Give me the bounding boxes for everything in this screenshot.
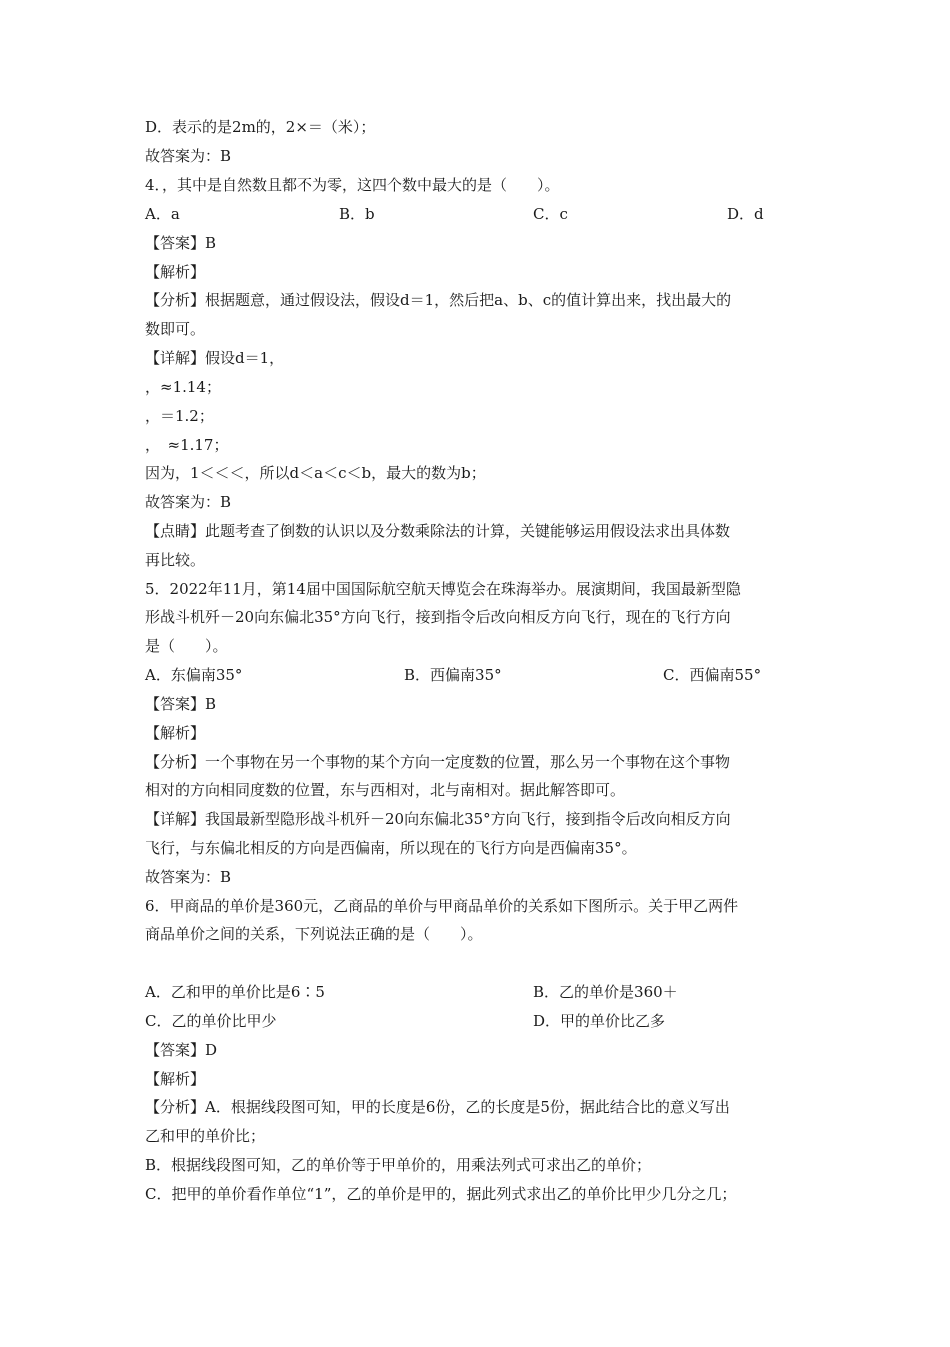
q5-option-a: A．东偏南35° [145,666,243,684]
q4-option-d: D．d [727,205,764,223]
q4-analysis-line-1: 【分析】根据题意，通过假设法，假设d＝1，然后把a、b、c的值计算出来，找出最大的 [145,291,732,309]
q6-option-c: C．乙的单价比甲少 [145,1012,277,1030]
q5-question-line-2: 形战斗机歼－20向东偏北35°方向飞行，接到指令后改向相反方向飞行，现在的飞行方向 [145,608,731,626]
q4-question: 4．，其中是自然数且都不为零，这四个数中最大的是（ ）。 [145,176,560,194]
q6-answer: 【答案】D [145,1041,218,1059]
q5-analysis-heading: 【解析】 [145,724,206,742]
q4-detail-line-3: ，＝1.2； [145,407,214,425]
q4-analysis-heading: 【解析】 [145,263,206,281]
q6-analysis-line-3: B．根据线段图可知，乙的单价等于甲单价的，用乘法列式可求出乙的单价； [145,1156,652,1174]
q4-comment-line-1: 【点睛】此题考查了倒数的认识以及分数乘除法的计算，关键能够运用假设法求出具体数 [145,522,731,540]
q4-option-c: C．c [533,205,568,223]
q4-detail-line-2: ，≈1.14； [145,378,221,396]
q3-answer-line: 故答案为：B [145,147,232,165]
q4-comment-line-2: 再比较。 [145,551,206,569]
q5-detail-line-1: 【详解】我国最新型隐形战斗机歼－20向东偏北35°方向飞行，接到指令后改向相反方向 [145,810,731,828]
q6-question-line-2: 商品单价之间的关系，下列说法正确的是（ ）。 [145,925,483,943]
q5-question-line-1: 5．2022年11月，第14届中国国际航空航天博览会在珠海举办。展演期间，我国最新型隐 [145,580,741,598]
q6-analysis-heading: 【解析】 [145,1070,206,1088]
q4-detail-line-4: ， ≈1.17； [145,436,229,454]
q4-analysis-line-2: 数即可。 [145,320,206,338]
q6-option-b: B．乙的单价是360＋ [533,983,678,1001]
q6-question-line-1: 6．甲商品的单价是360元，乙商品的单价与甲商品单价的关系如下图所示。关于甲乙两件 [145,897,739,915]
q4-answer: 【答案】B [145,234,217,252]
q5-answer-line: 故答案为：B [145,868,232,886]
q4-detail-line-1: 【详解】假设d＝1， [145,349,285,367]
q5-option-c: C．西偏南55° [663,666,762,684]
q6-option-d: D．甲的单价比乙多 [533,1012,666,1030]
q6-analysis-line-1: 【分析】A．根据线段图可知，甲的长度是6份，乙的长度是5份，据此结合比的意义写出 [145,1098,730,1116]
q6-analysis-line-2: 乙和甲的单价比； [145,1127,266,1145]
q4-detail-line-5: 因为，1＜＜＜，所以d＜a＜c＜b，最大的数为b； [145,464,486,482]
q3-option-d-explanation: D．表示的是2m的，2×＝（米）； [145,118,376,136]
q5-answer: 【答案】B [145,695,217,713]
q4-option-b: B．b [339,205,375,223]
q5-analysis-line-1: 【分析】一个事物在另一个事物的某个方向一定度数的位置，那么另一个事物在这个事物 [145,753,731,771]
q5-option-b: B．西偏南35° [404,666,502,684]
q4-answer-line: 故答案为：B [145,493,232,511]
q4-option-a: A．a [145,205,180,223]
q5-analysis-line-2: 相对的方向相同度数的位置，东与西相对，北与南相对。据此解答即可。 [145,781,626,799]
q6-analysis-line-4: C．把甲的单价看作单位“1”，乙的单价是甲的，据此列式求出乙的单价比甲少几分之几； [145,1185,737,1203]
q6-option-a: A．乙和甲的单价比是6∶5 [145,983,325,1001]
q5-question-line-3: 是（ ）。 [145,637,228,655]
q5-detail-line-2: 飞行，与东偏北相反的方向是西偏南，所以现在的飞行方向是西偏南35°。 [145,839,637,857]
